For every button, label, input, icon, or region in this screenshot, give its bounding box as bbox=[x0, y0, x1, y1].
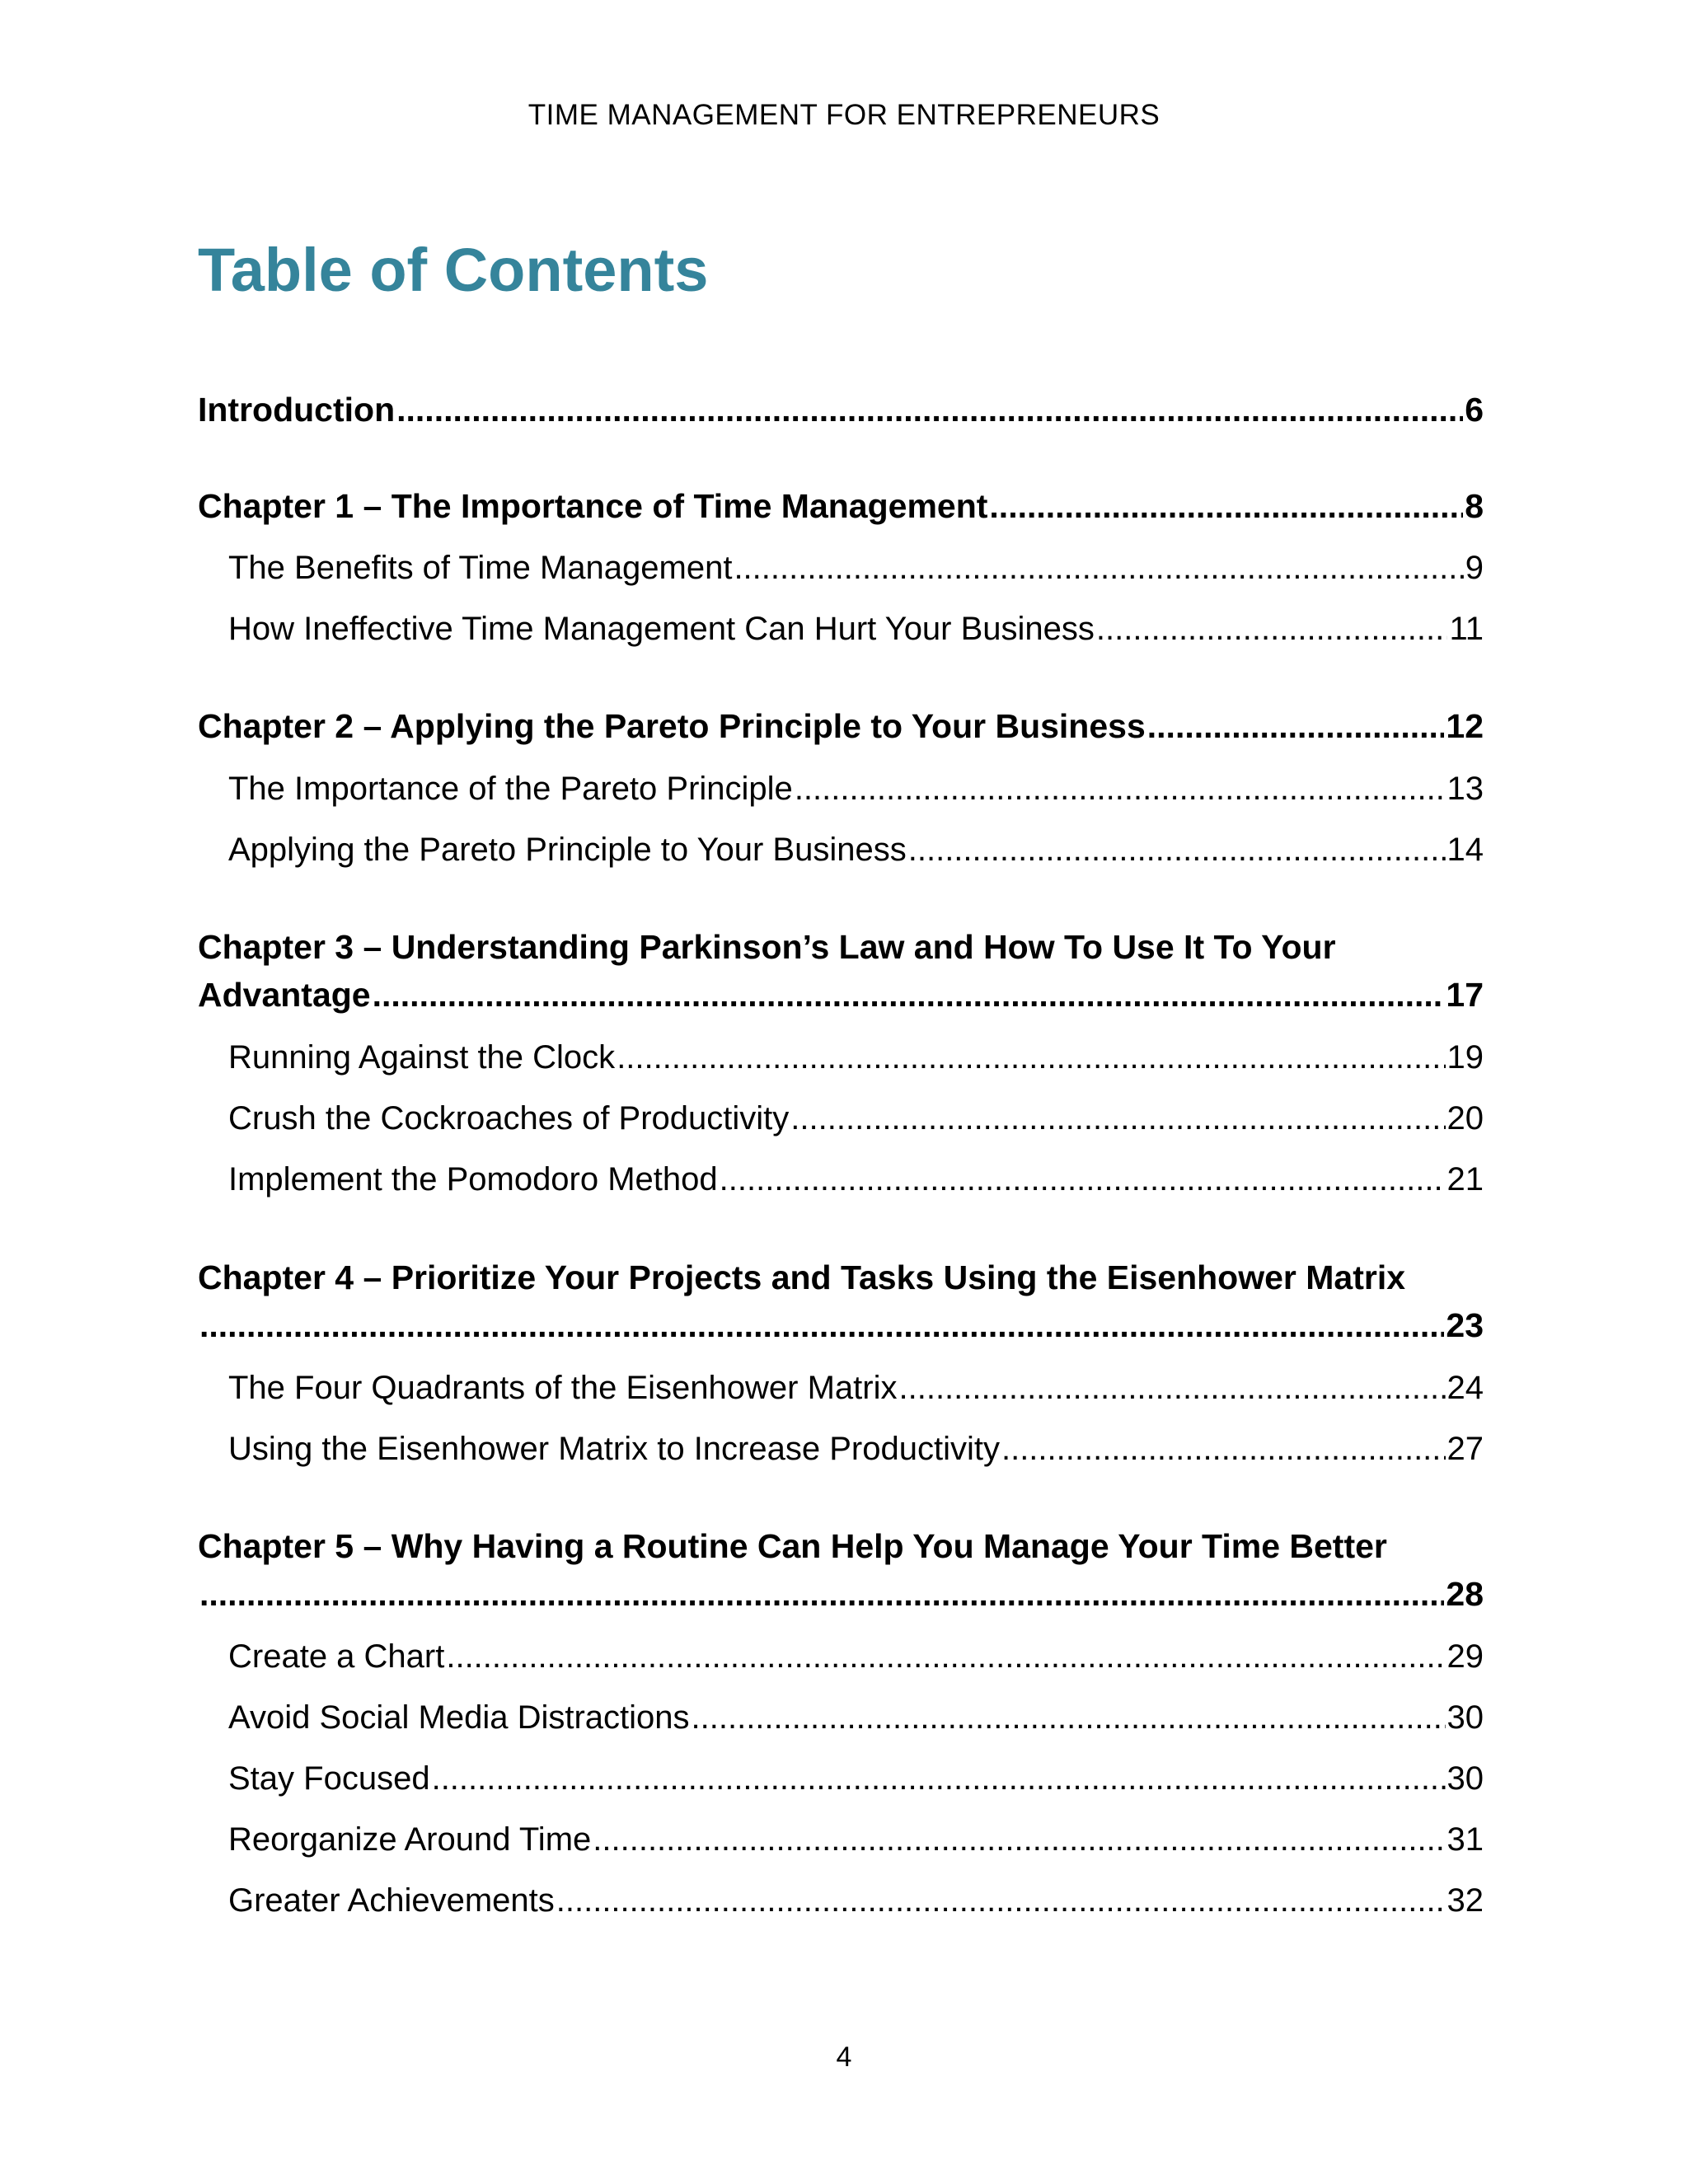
toc-entry-section[interactable] bbox=[228, 1100, 1484, 1137]
dot-leader bbox=[734, 550, 1463, 587]
dot-leader bbox=[199, 1575, 1444, 1614]
toc-entry-section[interactable] bbox=[228, 611, 1484, 648]
toc-entry-section[interactable] bbox=[228, 550, 1484, 587]
dot-leader bbox=[898, 1370, 1445, 1407]
dot-leader bbox=[446, 1638, 1445, 1675]
toc-entry-page: 24 bbox=[1447, 1370, 1484, 1406]
dot-leader bbox=[720, 1161, 1446, 1198]
toc-entry-page: 6 bbox=[1465, 391, 1484, 429]
dot-leader bbox=[617, 1039, 1445, 1076]
dot-leader bbox=[432, 1760, 1446, 1797]
toc-entry-page: 29 bbox=[1447, 1638, 1484, 1675]
toc-entry-label: Create a Chart bbox=[228, 1638, 445, 1675]
toc-entry-label: Chapter 1 – The Importance of Time Management bbox=[198, 487, 988, 525]
toc-entry-page: 8 bbox=[1465, 487, 1484, 525]
toc-entry-page: 32 bbox=[1447, 1882, 1484, 1919]
toc-entry-page: 23 bbox=[1446, 1306, 1484, 1344]
toc-entry-label: Implement the Pomodoro Method bbox=[228, 1161, 718, 1197]
dot-leader bbox=[1001, 1431, 1446, 1468]
toc-entry-section[interactable] bbox=[228, 1760, 1484, 1797]
toc-entry-section[interactable] bbox=[228, 1882, 1484, 1919]
toc-entry-section[interactable] bbox=[228, 1370, 1484, 1407]
toc-entry-label: Avoid Social Media Distractions bbox=[228, 1699, 690, 1736]
toc-entry-label: Applying the Pareto Principle to Your Business bbox=[228, 832, 907, 868]
toc-entry-chapter-4-title[interactable]: Chapter 4 – Prioritize Your Projects and Tasks Using the Eisenhower Matrix bbox=[198, 1258, 1406, 1296]
dot-leader bbox=[1096, 611, 1448, 648]
toc-entry-section[interactable] bbox=[228, 1821, 1484, 1858]
toc-entry-label: Reorganize Around Time bbox=[228, 1821, 592, 1858]
toc-entry-introduction[interactable] bbox=[198, 391, 1484, 429]
dot-leader bbox=[1147, 707, 1445, 746]
toc-title: Table of Contents bbox=[198, 236, 709, 304]
toc-entry-page: 30 bbox=[1447, 1699, 1484, 1736]
dot-leader bbox=[989, 487, 1463, 526]
toc-entry-page: 30 bbox=[1447, 1760, 1484, 1797]
toc-entry-page: 21 bbox=[1447, 1161, 1484, 1197]
toc-entry-page: 28 bbox=[1446, 1575, 1484, 1613]
toc-entry-page: 14 bbox=[1447, 832, 1484, 868]
toc-entry-chapter-4[interactable] bbox=[198, 1306, 1484, 1345]
toc-entry-page: 27 bbox=[1447, 1431, 1484, 1467]
toc-entry-section[interactable] bbox=[228, 771, 1484, 808]
toc-entry-chapter-5-title[interactable]: Chapter 5 – Why Having a Routine Can Help You Manage Your Time Better bbox=[198, 1527, 1387, 1565]
toc-entry-section[interactable] bbox=[228, 1699, 1484, 1736]
dot-leader bbox=[556, 1882, 1446, 1919]
dot-leader bbox=[692, 1699, 1446, 1736]
toc-entry-chapter-2[interactable] bbox=[198, 707, 1484, 746]
toc-entry-chapter-1[interactable] bbox=[198, 487, 1484, 526]
toc-entry-page: 9 bbox=[1465, 550, 1484, 586]
toc-entry-label: How Ineffective Time Management Can Hurt Your Business bbox=[228, 611, 1095, 647]
toc-entry-section[interactable] bbox=[228, 1161, 1484, 1198]
toc-entry-page: 19 bbox=[1447, 1039, 1484, 1076]
toc-entry-label: The Importance of the Pareto Principle bbox=[228, 771, 793, 807]
dot-leader bbox=[795, 771, 1446, 808]
toc-entry-section[interactable] bbox=[228, 1431, 1484, 1468]
toc-entry-page: 31 bbox=[1447, 1821, 1484, 1858]
toc-entry-label: Stay Focused bbox=[228, 1760, 430, 1797]
toc-entry-label: The Benefits of Time Management bbox=[228, 550, 733, 586]
page-number: 4 bbox=[836, 2041, 852, 2073]
toc-entry-label: Chapter 2 – Applying the Pareto Principle to Your Business bbox=[198, 707, 1146, 745]
dot-leader bbox=[373, 976, 1445, 1015]
toc-entry-label: Advantage bbox=[198, 976, 371, 1014]
running-header: TIME MANAGEMENT FOR ENTREPRENEURS bbox=[528, 99, 1160, 131]
toc-entry-page: 13 bbox=[1447, 771, 1484, 807]
dot-leader bbox=[199, 1306, 1444, 1345]
toc-entry-chapter-3[interactable] bbox=[198, 976, 1484, 1015]
toc-entry-page: 20 bbox=[1447, 1100, 1484, 1137]
toc-entry-page: 11 bbox=[1449, 611, 1484, 647]
toc-entry-section[interactable] bbox=[228, 1638, 1484, 1675]
toc-entry-label: The Four Quadrants of the Eisenhower Matrix bbox=[228, 1370, 898, 1406]
toc-entry-label: Using the Eisenhower Matrix to Increase Productivity bbox=[228, 1431, 1000, 1467]
toc-entry-label: Running Against the Clock bbox=[228, 1039, 616, 1076]
dot-leader bbox=[790, 1100, 1445, 1137]
toc-entry-label: Crush the Cockroaches of Productivity bbox=[228, 1100, 790, 1137]
toc-entry-page: 12 bbox=[1446, 707, 1484, 745]
toc-entry-section[interactable] bbox=[228, 832, 1484, 869]
toc-entry-chapter-5[interactable] bbox=[198, 1575, 1484, 1614]
toc-entry-label: Introduction bbox=[198, 391, 396, 429]
toc-entry-label: Greater Achievements bbox=[228, 1882, 555, 1919]
dot-leader bbox=[908, 832, 1446, 869]
dot-leader bbox=[396, 391, 1463, 429]
toc-entry-page: 17 bbox=[1446, 976, 1484, 1014]
toc-entry-chapter-3-title[interactable]: Chapter 3 – Understanding Parkinson’s Law and How To Use It To Your bbox=[198, 928, 1336, 966]
toc-entry-section[interactable] bbox=[228, 1039, 1484, 1076]
dot-leader bbox=[593, 1821, 1445, 1858]
